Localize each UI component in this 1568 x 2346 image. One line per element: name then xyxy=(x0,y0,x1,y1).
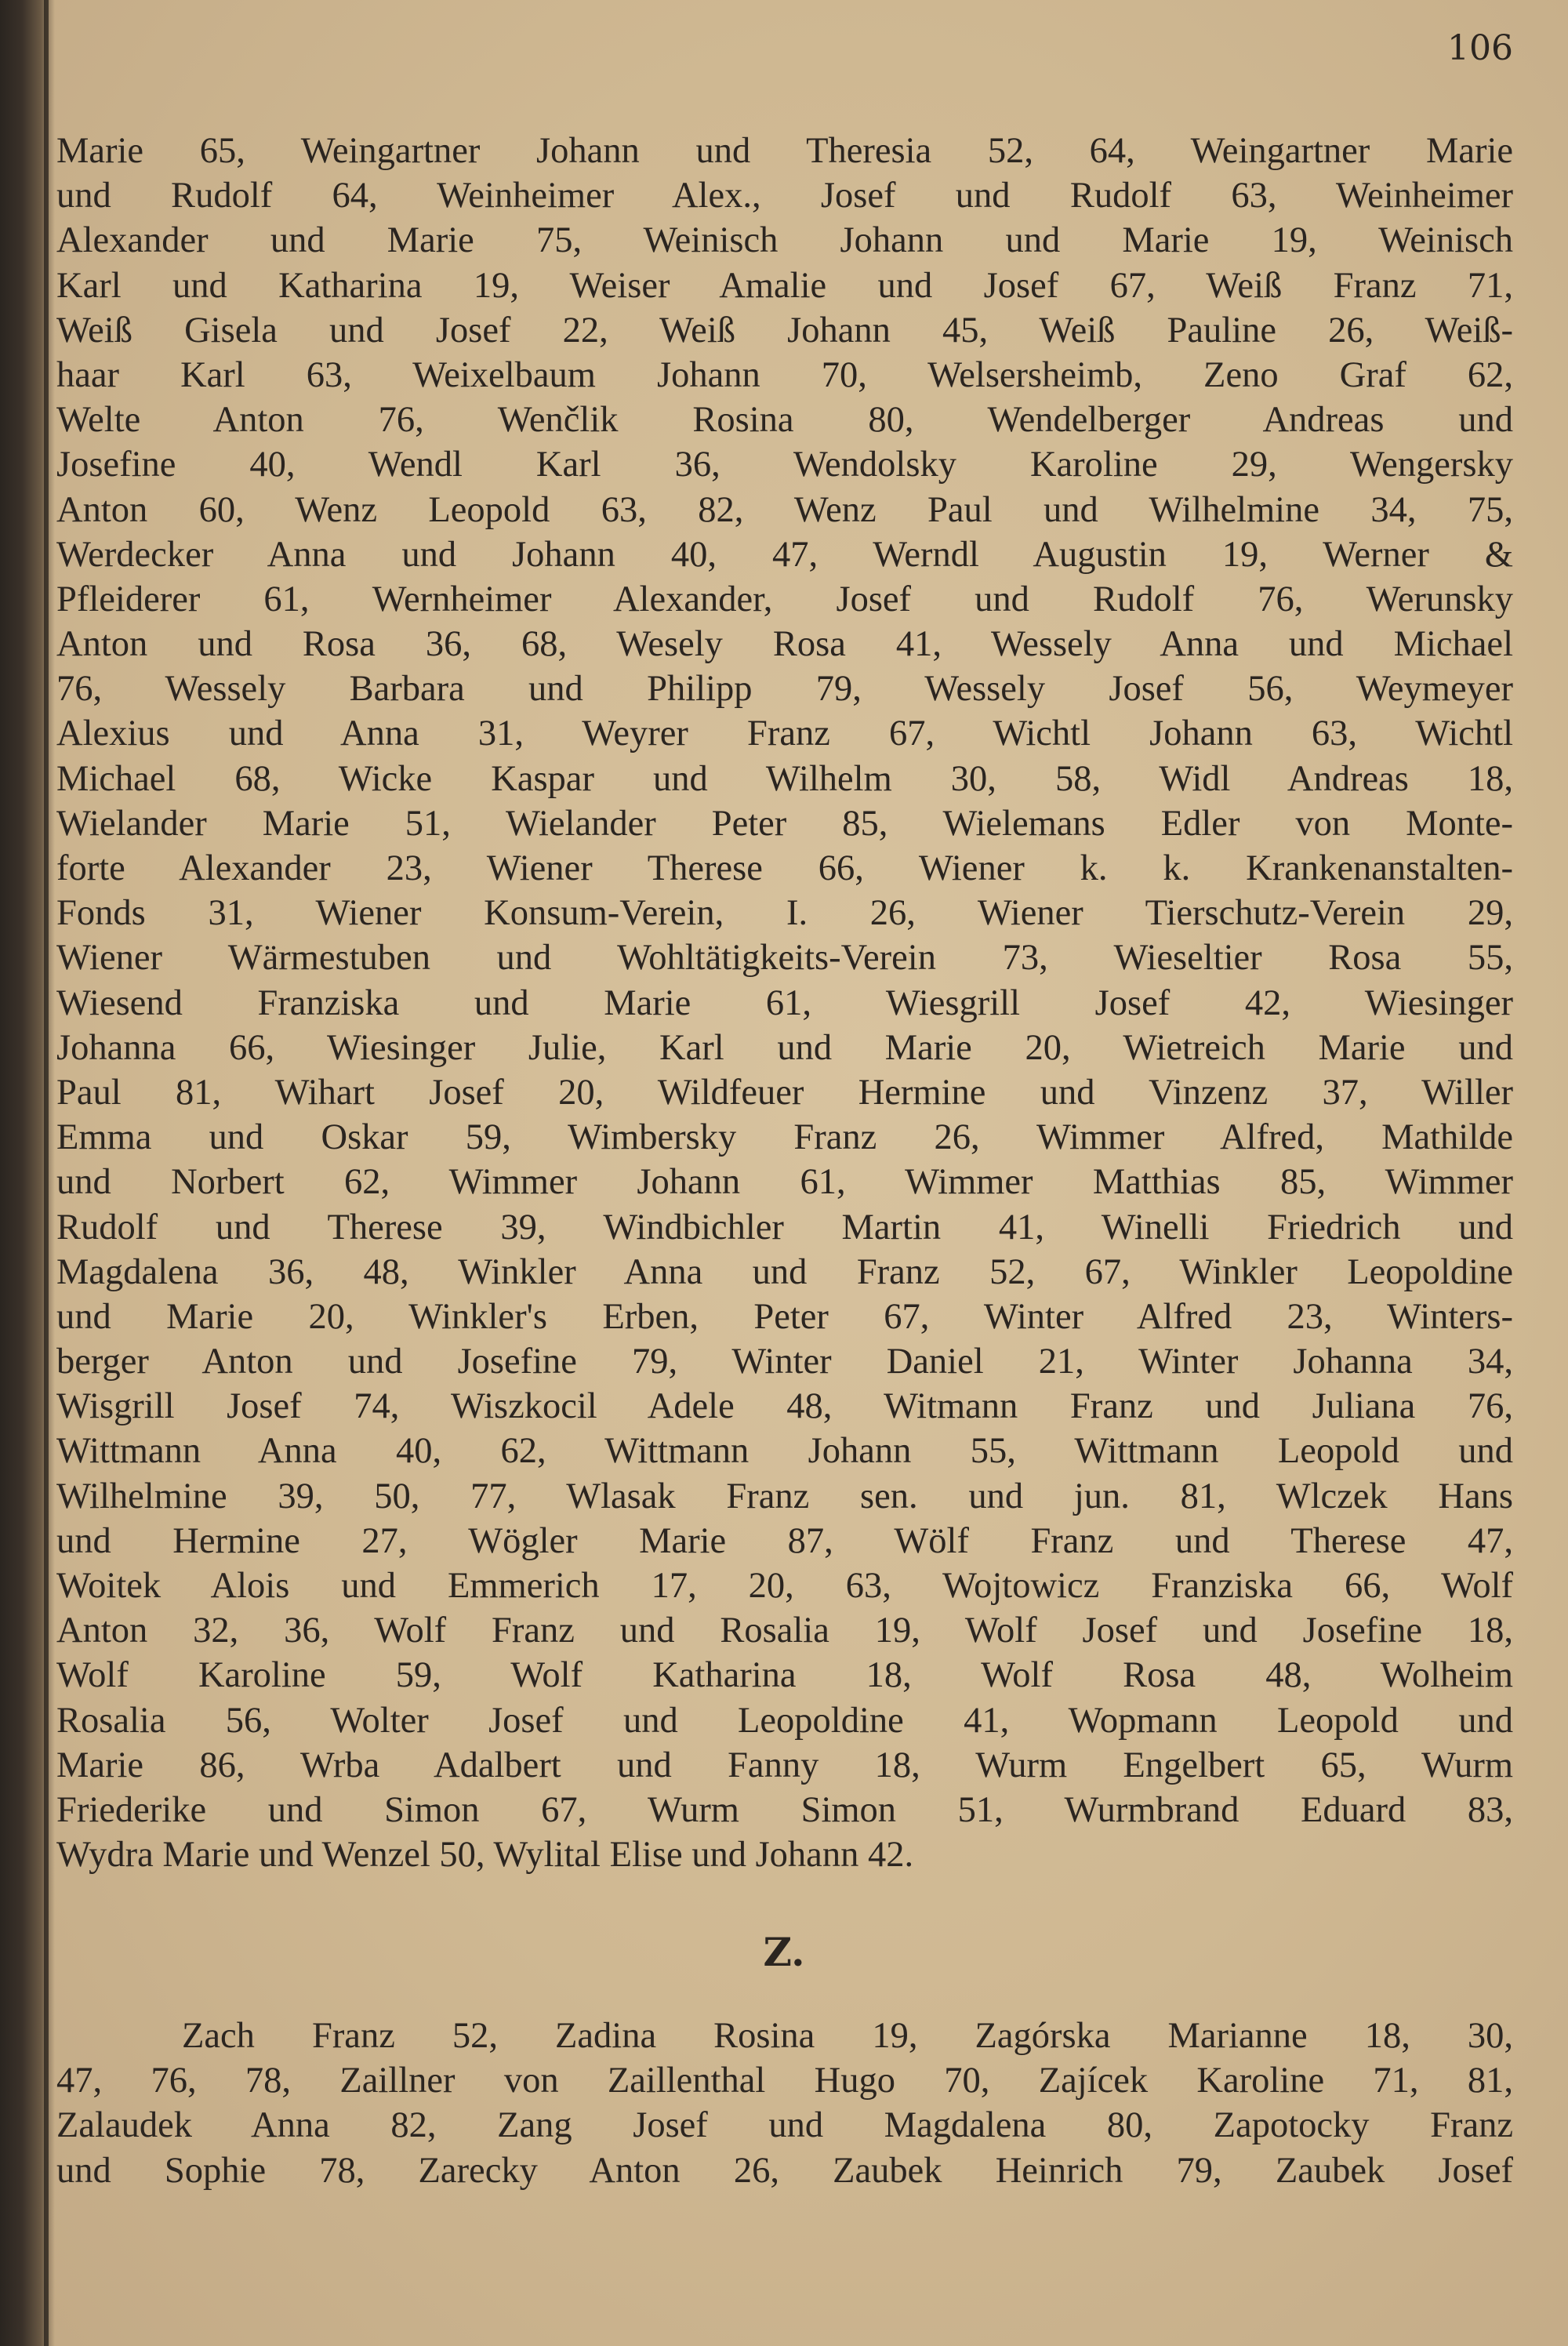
index-line: Marie 65, Weingartner Johann und Theresia 52, 64, Weingartner Marie xyxy=(56,131,1513,171)
section-heading-text: Z. xyxy=(763,1929,805,1975)
index-line: berger Anton und Josefine 79, Winter Daniel 21, Winter Johanna 34, xyxy=(56,1342,1513,1382)
index-line: Friederike und Simon 67, Wurm Simon 51, Wurmbrand Eduard 83, xyxy=(56,1789,1513,1830)
index-line: Alexander und Marie 75, Weinisch Johann und Marie 19, Weinisch xyxy=(56,220,1513,261)
index-line: Wittmann Anna 40, 62, Wittmann Johann 55, Wittmann Leopold und xyxy=(56,1431,1513,1472)
index-line: Anton 32, 36, Wolf Franz und Rosalia 19, Wolf Josef und Josefine 18, xyxy=(56,1611,1513,1651)
index-line: Pfleiderer 61, Wernheimer Alexander, Josef und Rudolf 76, Werunsky xyxy=(56,579,1513,619)
index-line: 47, 76, 78, Zaillner von Zaillenthal Hugo 70, Zajícek Karoline 71, 81, xyxy=(56,2061,1513,2101)
index-line: Wilhelmine 39, 50, 77, Wlasak Franz sen. und jun. 81, Wlczek Hans xyxy=(56,1476,1513,1516)
index-line: Anton 60, Wenz Leopold 63, 82, Wenz Paul und Wilhelmine 34, 75, xyxy=(56,489,1513,530)
binding-edge xyxy=(44,0,49,2346)
index-line: Wolf Karoline 59, Wolf Katharina 18, Wolf Rosa 48, Wolheim xyxy=(56,1655,1513,1696)
index-line: Wiener Wärmestuben und Wohltätigkeits-Verein 73, Wieseltier Rosa 55, xyxy=(56,938,1513,979)
page-number: 106 xyxy=(1447,28,1513,68)
index-line: und Hermine 27, Wögler Marie 87, Wölf Franz und Therese 47, xyxy=(56,1520,1513,1561)
index-line: Werdecker Anna und Johann 40, 47, Werndl Augustin 19, Werner & xyxy=(56,534,1513,575)
index-line: Fonds 31, Wiener Konsum-Verein, I. 26, Wiener Tierschutz-Verein 29, xyxy=(56,893,1513,934)
index-line: Anton und Rosa 36, 68, Wesely Rosa 41, Wessely Anna und Michael xyxy=(56,624,1513,665)
index-line: Paul 81, Wihart Josef 20, Wildfeuer Hermine und Vinzenz 37, Willer xyxy=(56,1072,1513,1113)
index-line: Johanna 66, Wiesinger Julie, Karl und Marie 20, Wietreich Marie und xyxy=(56,1027,1513,1068)
index-line: und Sophie 78, Zarecky Anton 26, Zaubek Heinrich 79, Zaubek Josef xyxy=(56,2150,1513,2191)
index-line: Michael 68, Wicke Kaspar und Wilhelm 30, 58, Widl Andreas 18, xyxy=(56,758,1513,799)
index-line: Wisgrill Josef 74, Wiszkocil Adele 48, Witmann Franz und Juliana 76, xyxy=(56,1386,1513,1427)
index-line: Marie 86, Wrba Adalbert und Fanny 18, Wurm Engelbert 65, Wurm xyxy=(56,1745,1513,1785)
index-line: Zalaudek Anna 82, Zang Josef und Magdalena 80, Zapotocky Franz xyxy=(56,2105,1513,2146)
index-line: Welte Anton 76, Wenčlik Rosina 80, Wendelberger Andreas und xyxy=(56,400,1513,441)
index-line: Alexius und Anna 31, Weyrer Franz 67, Wichtl Johann 63, Wichtl xyxy=(56,714,1513,754)
index-line: Karl und Katharina 19, Weiser Amalie und Josef 67, Weiß Franz 71, xyxy=(56,265,1513,306)
index-section-z xyxy=(56,2014,1513,2193)
index-line: haar Karl 63, Weixelbaum Johann 70, Welsersheimb, Zeno Graf 62, xyxy=(56,354,1513,395)
index-line: Zach Franz 52, Zadina Rosina 19, Zagórska Marianne 18, 30, xyxy=(182,2016,1513,2056)
index-line: Emma und Oskar 59, Wimbersky Franz 26, Wimmer Alfred, Mathilde xyxy=(56,1117,1513,1158)
index-line: Weiß Gisela und Josef 22, Weiß Johann 45, Weiß Pauline 26, Weiß- xyxy=(56,310,1513,350)
index-line: Rudolf und Therese 39, Windbichler Martin 41, Winelli Friedrich und xyxy=(56,1207,1513,1247)
index-line: Rosalia 56, Wolter Josef und Leopoldine 41, Wopmann Leopold und xyxy=(56,1700,1513,1741)
index-line: Magdalena 36, 48, Winkler Anna und Franz 52, 67, Winkler Leopoldine xyxy=(56,1251,1513,1292)
index-line: Wielander Marie 51, Wielander Peter 85, Wielemans Edler von Monte- xyxy=(56,803,1513,844)
index-line: Josefine 40, Wendl Karl 36, Wendolsky Karoline 29, Wengersky xyxy=(56,445,1513,485)
index-line: und Norbert 62, Wimmer Johann 61, Wimmer Matthias 85, Wimmer xyxy=(56,1162,1513,1203)
section-heading-z xyxy=(0,1929,1568,1975)
index-section-w xyxy=(56,129,1513,1877)
index-line: Woitek Alois und Emmerich 17, 20, 63, Wojtowicz Franziska 66, Wolf xyxy=(56,1566,1513,1606)
index-line: forte Alexander 23, Wiener Therese 66, Wiener k. k. Krankenanstalten- xyxy=(56,848,1513,888)
index-line: Wiesend Franziska und Marie 61, Wiesgrill Josef 42, Wiesinger xyxy=(56,982,1513,1023)
index-line: und Rudolf 64, Weinheimer Alex., Josef und Rudolf 63, Weinheimer xyxy=(56,176,1513,216)
index-line: Wydra Marie und Wenzel 50, Wylital Elise und Johann 42. xyxy=(56,1835,914,1876)
index-line: 76, Wessely Barbara und Philipp 79, Wessely Josef 56, Weymeyer xyxy=(56,669,1513,710)
index-line: und Marie 20, Winkler's Erben, Peter 67, Winter Alfred 23, Winters- xyxy=(56,1296,1513,1337)
